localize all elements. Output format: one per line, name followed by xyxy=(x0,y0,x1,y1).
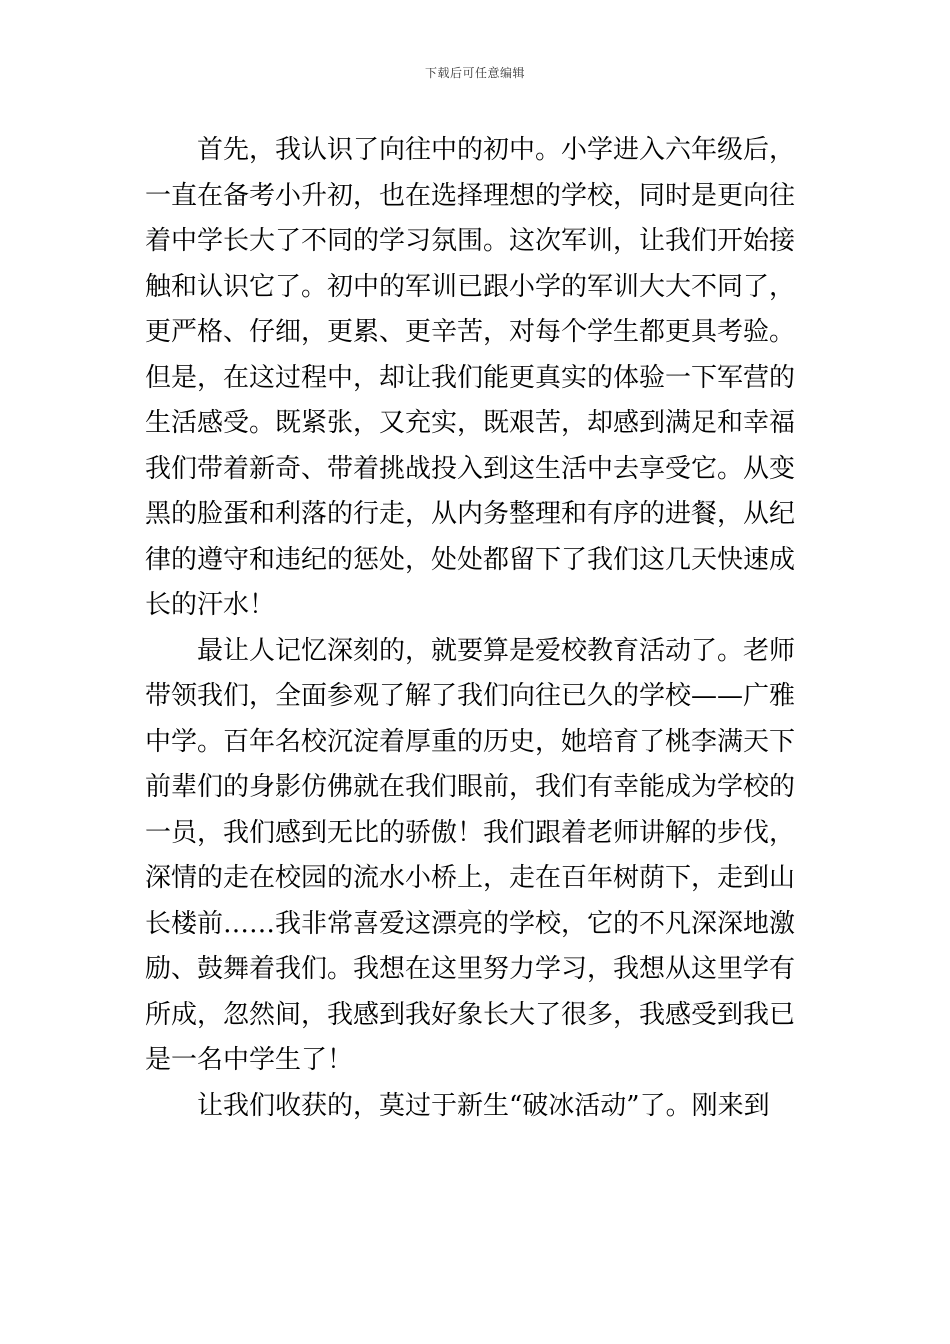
text-line: 所成，忽然间，我感到我好象长大了很多，我感受到我已 xyxy=(145,999,796,1030)
text-line: 黑的脸蛋和利落的行走，从内务整理和有序的进餐，从纪 xyxy=(145,499,796,529)
text-line: 让我们收获的，莫过于新生“破冰活动”了。刚来到 xyxy=(197,1090,770,1121)
text-line: 是一名中学生了！ xyxy=(145,1045,354,1075)
text-line: 励、鼓舞着我们。我想在这里努力学习，我想从这里学有 xyxy=(145,954,796,984)
text-line: 生活感受。既紧张，又充实，既艰苦，却感到满足和幸福 xyxy=(145,408,796,438)
text-line: 我们带着新奇、带着挑战投入到这生活中去享受它。从变 xyxy=(145,453,796,484)
text-line: 律的遵守和违纪的惩处，处处都留下了我们这几天快速成 xyxy=(145,544,796,575)
text-line: 着中学长大了不同的学习氛围。这次军训，让我们开始接 xyxy=(145,226,796,256)
document-body xyxy=(145,128,807,1129)
header-note: 下载后可任意编辑 xyxy=(424,66,525,80)
text-line: 一员，我们感到无比的骄傲！我们跟着老师讲解的步伐， xyxy=(145,817,796,848)
text-line: 前辈们的身影仿佛就在我们眼前，我们有幸能成为学校的 xyxy=(145,772,796,802)
text-line: 首先，我认识了向往中的初中。小学进入六年级后， xyxy=(197,135,796,165)
text-line: 深情的走在校园的流水小桥上，走在百年树荫下，走到山 xyxy=(145,863,796,893)
text-line: 长的汗水！ xyxy=(145,590,276,620)
text-line: 带领我们，全面参观了解了我们向往已久的学校——广雅 xyxy=(145,681,796,711)
text-line: 但是，在这过程中，却让我们能更真实的体验一下军营的 xyxy=(145,362,796,393)
text-line: 中学。百年名校沉淀着厚重的历史，她培育了桃李满天下 xyxy=(145,726,796,757)
text-line: 一直在备考小升初，也在选择理想的学校，同时是更向往 xyxy=(145,180,796,211)
text-line: 触和认识它了。初中的军训已跟小学的军训大大不同了， xyxy=(145,271,796,302)
text-line: 更严格、仔细，更累、更辛苦，对每个学生都更具考验。 xyxy=(145,317,796,347)
text-line: 最让人记忆深刻的，就要算是爱校教育活动了。老师 xyxy=(197,635,796,666)
text-line: 长楼前……我非常喜爱这漂亮的学校，它的不凡深深地激 xyxy=(145,908,796,939)
